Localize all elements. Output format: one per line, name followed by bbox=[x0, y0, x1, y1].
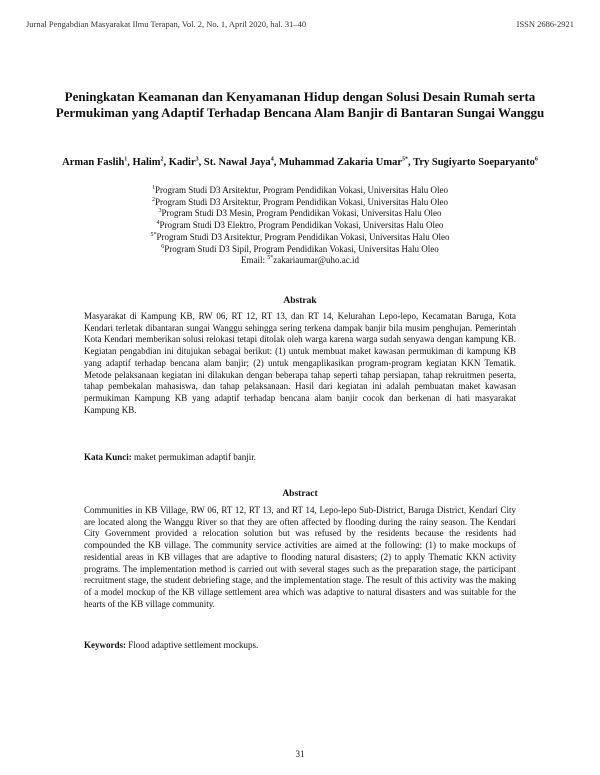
running-header bbox=[26, 19, 574, 29]
affiliation-text: Program Studi D3 Arsitektur, Program Pendidikan Vokasi, Universitas Halu Oleo bbox=[156, 231, 450, 242]
kata-kunci-value: maket permukiman adaptif banjir. bbox=[131, 452, 256, 462]
affiliation-line bbox=[30, 244, 570, 256]
kata-kunci-label: Kata Kunci: bbox=[84, 452, 132, 462]
email-label: Email: bbox=[241, 255, 268, 266]
affiliation-list bbox=[30, 185, 570, 267]
affiliation-superscript: 1 bbox=[151, 185, 155, 191]
affiliation-line bbox=[30, 220, 570, 232]
affiliation-superscript: 2 bbox=[151, 196, 155, 203]
affiliation-text: Program Studi D3 Mesin, Program Pendidikan Vokasi, Universitas Halu Oleo bbox=[161, 208, 442, 219]
affiliation-text: Program Studi D3 Elektro, Program Pendidikan Vokasi, Universitas Halu Oleo bbox=[159, 220, 444, 231]
affiliation-superscript: 6 bbox=[161, 243, 165, 250]
author-name: Arman Faslih bbox=[62, 157, 125, 168]
author-superscript: 2 bbox=[160, 156, 164, 163]
author-name: Muhammad Zakaria Umar bbox=[278, 157, 403, 168]
email-superscript: 5* bbox=[267, 255, 274, 262]
affiliation-line bbox=[30, 197, 570, 209]
author-superscript: 3 bbox=[195, 156, 199, 163]
affiliation-superscript: 4 bbox=[156, 220, 160, 227]
author-superscript: 1 bbox=[124, 156, 128, 163]
keywords-value: Flood adaptive settlement mockups. bbox=[126, 640, 259, 650]
affiliation-text: Program Studi D3 Arsitektur, Program Pendidikan Vokasi, Universitas Halu Oleo bbox=[154, 185, 449, 195]
affiliation-text: Program Studi D3 Sipil, Program Pendidikan Vokasi, Universitas Halu Oleo bbox=[164, 243, 439, 254]
abstract-body: Communities in KB Village, RW 06, RT 12, RT 13, and RT 14, Lepo-lepo Sub-District, Baruga District, Kendari City are located along the Wanggu River so that they are often affected by flooding during the rainy season. The Kendari City Government provided a relocation solution but was refused by the residents because the residents had compounded the KB village. The community service activities are aimed at the following: (1) to make mockups of residential areas in KB villages that are adaptive to flooding natural disasters; (2) to apply Thematic KKN activity programs. The implementation method is carried out with several stages such as the preparation stage, the participant recruitment stage, the student debriefing stage, and the implementation stage. The result of this activity was the making of a model mockup of the KB village settlement area which was adaptive to natural disasters and was suitable for the hearts of the KB village community. bbox=[84, 505, 516, 609]
affiliation-superscript: 5* bbox=[150, 231, 157, 238]
author-name: Kadir bbox=[168, 157, 196, 168]
author-name: Halim bbox=[132, 157, 161, 168]
email-address[interactable]: zakariaumar@uho.ac.id bbox=[273, 255, 359, 266]
abstrak-body: Masyarakat di Kampung KB, RW 06, RT 12, RT 13, dan RT 14, Kelurahan Lepo-lepo, Kecamatan Baruga, Kota Kendari terletak dibantaran sungai Wanggu sehingga sering terkena dampak banjir bila musim penghujan. Pemerintah Kota Kendari memberikan solusi relokasi tetapi ditolak oleh warga karena warga sudah senyawa dengan kampung KB. Kegiatan pengabdian ini ditujukan sebagai berikut: (1) untuk membuat maket kawasan permukiman di kampung KB yang adaptif terhadap bencana alam banjir; (2) untuk mengaplikasikan program-program kegiatan KKN Tematik. Metode pelaksanaan kegiatan ini dilakukan dengan beberapa tahap seperti tahap persiapan, tahap rekruitmen peserta, tahap pembekalan mahasiswa, dan tahap pelaksanaan. Hasil dari kegiatan ini adalah pembuatan maket kawasan permukiman Kampung KB yang adaptif terhadap bencana alam banjir cocok dan berkenan di hati masyarakat Kampung KB. bbox=[84, 311, 516, 415]
author-superscript: 6 bbox=[534, 156, 538, 163]
author-list: Arman Faslih$^1$, Halim$^2$, Kadir$^3$, St. Nawal Jaya$^4$, Muhammad Zakaria Umar$^{5*}$, Try Sugiyarto Soeparyanto$^6$ bbox=[62, 156, 538, 168]
author-superscript: 5* bbox=[402, 156, 409, 163]
email-line bbox=[30, 255, 570, 267]
keywords-label: Keywords: bbox=[84, 640, 126, 650]
affiliation-line bbox=[30, 208, 570, 220]
affiliation-text: Program Studi D3 Arsitektur, Program Pendidikan Vokasi, Universitas Halu Oleo bbox=[154, 196, 449, 207]
affiliation-line bbox=[30, 232, 570, 244]
abstract-heading: Abstract bbox=[282, 489, 318, 499]
abstrak-heading: Abstrak bbox=[283, 296, 317, 306]
author-name: St. Nawal Jaya bbox=[203, 157, 271, 168]
journal-citation: Jurnal Pengabdian Masyarakat Ilmu Terapan, Vol. 2, No. 1, April 2020, hal. 31–40 bbox=[26, 19, 307, 29]
keywords bbox=[84, 640, 516, 650]
affiliation-line bbox=[30, 185, 570, 197]
kata-kunci bbox=[84, 452, 516, 462]
author-name: Try Sugiyarto Soeparyanto bbox=[413, 157, 535, 168]
issn: ISSN 2686-2921 bbox=[516, 19, 574, 29]
author-superscript: 4 bbox=[270, 156, 274, 163]
paper-title: Peningkatan Keamanan dan Kenyamanan Hidup dengan Solusi Desain Rumah serta Permukiman yang Adaptif Terhadap Bencana Alam Banjir di Bantaran Sungai Wanggu bbox=[55, 89, 545, 120]
affiliation-superscript: 3 bbox=[158, 208, 162, 215]
page-number: 31 bbox=[295, 749, 305, 759]
